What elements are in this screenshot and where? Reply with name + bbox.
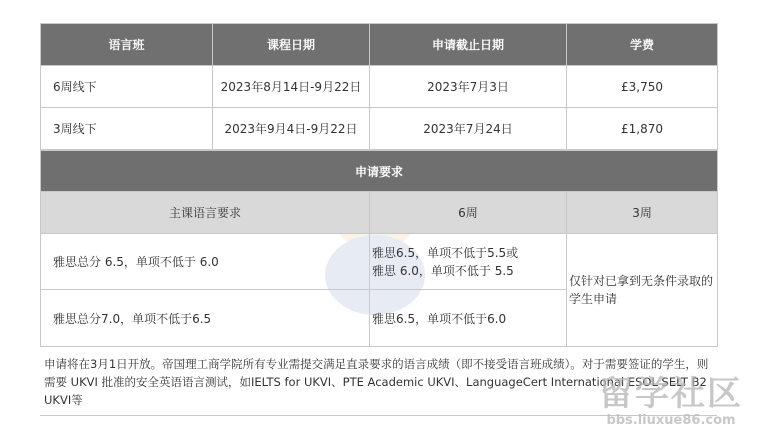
column-header: 语言班	[41, 24, 213, 66]
deadline-cell: 2023年7月24日	[370, 108, 567, 150]
sub-header: 主课语言要求	[41, 192, 370, 234]
main-requirement-cell: 雅思总分 6.5，单项不低于 6.0	[41, 234, 370, 290]
sub-header: 3周	[567, 192, 718, 234]
fee-cell: £3,750	[567, 66, 718, 108]
table-row	[41, 234, 718, 290]
requirement-line: 学生申请	[569, 292, 618, 306]
watermark	[596, 374, 746, 436]
watermark-url: bbs.liuxue86.com	[606, 413, 736, 428]
column-header: 申请截止日期	[370, 24, 567, 66]
six-week-requirement-cell: 雅思6.5，单项不低于6.0	[370, 290, 567, 347]
dates-cell: 2023年8月14日-9月22日	[213, 66, 370, 108]
dates-cell: 2023年9月4日-9月22日	[213, 108, 370, 150]
table-row	[41, 66, 718, 108]
table-row	[41, 108, 718, 150]
class-cell: 6周线下	[41, 66, 213, 108]
three-week-requirement-cell	[567, 234, 718, 347]
class-cell: 3周线下	[41, 108, 213, 150]
content-area	[40, 23, 717, 416]
sub-header-row	[41, 192, 718, 234]
requirement-line: 雅思6.5，单项不低于5.5或	[372, 245, 519, 260]
section-title: 申请要求	[41, 151, 718, 192]
fee-cell: £1,870	[567, 108, 718, 150]
requirement-line: 仅针对已拿到无条件录取的	[569, 274, 714, 288]
main-requirement-cell: 雅思总分7.0，单项不低于6.5	[41, 290, 370, 347]
deadline-cell: 2023年7月3日	[370, 66, 567, 108]
table-header-row	[41, 24, 718, 66]
requirements-table	[40, 150, 718, 347]
column-header: 学费	[567, 24, 718, 66]
watermark-title: 留学社区	[599, 374, 743, 414]
column-header: 课程日期	[213, 24, 370, 66]
course-table	[40, 23, 718, 150]
requirement-line: 雅思 6.0，单项不低于 5.5	[372, 263, 514, 278]
section-title-row	[41, 151, 718, 192]
sub-header: 6周	[370, 192, 567, 234]
six-week-requirement-cell	[370, 234, 567, 290]
application-note: 申请将在3月1日开放。帝国理工商学院所有专业需提交满足直录要求的语言成绩（即不接受语言班成绩）。对于需要签证的学生，则需要 UKVI 批准的安全英语语言测试，如IELTS for UKVI、PTE Academic UKVI、LanguageCert International ESOL SELT B2 UKVI等	[40, 347, 717, 416]
